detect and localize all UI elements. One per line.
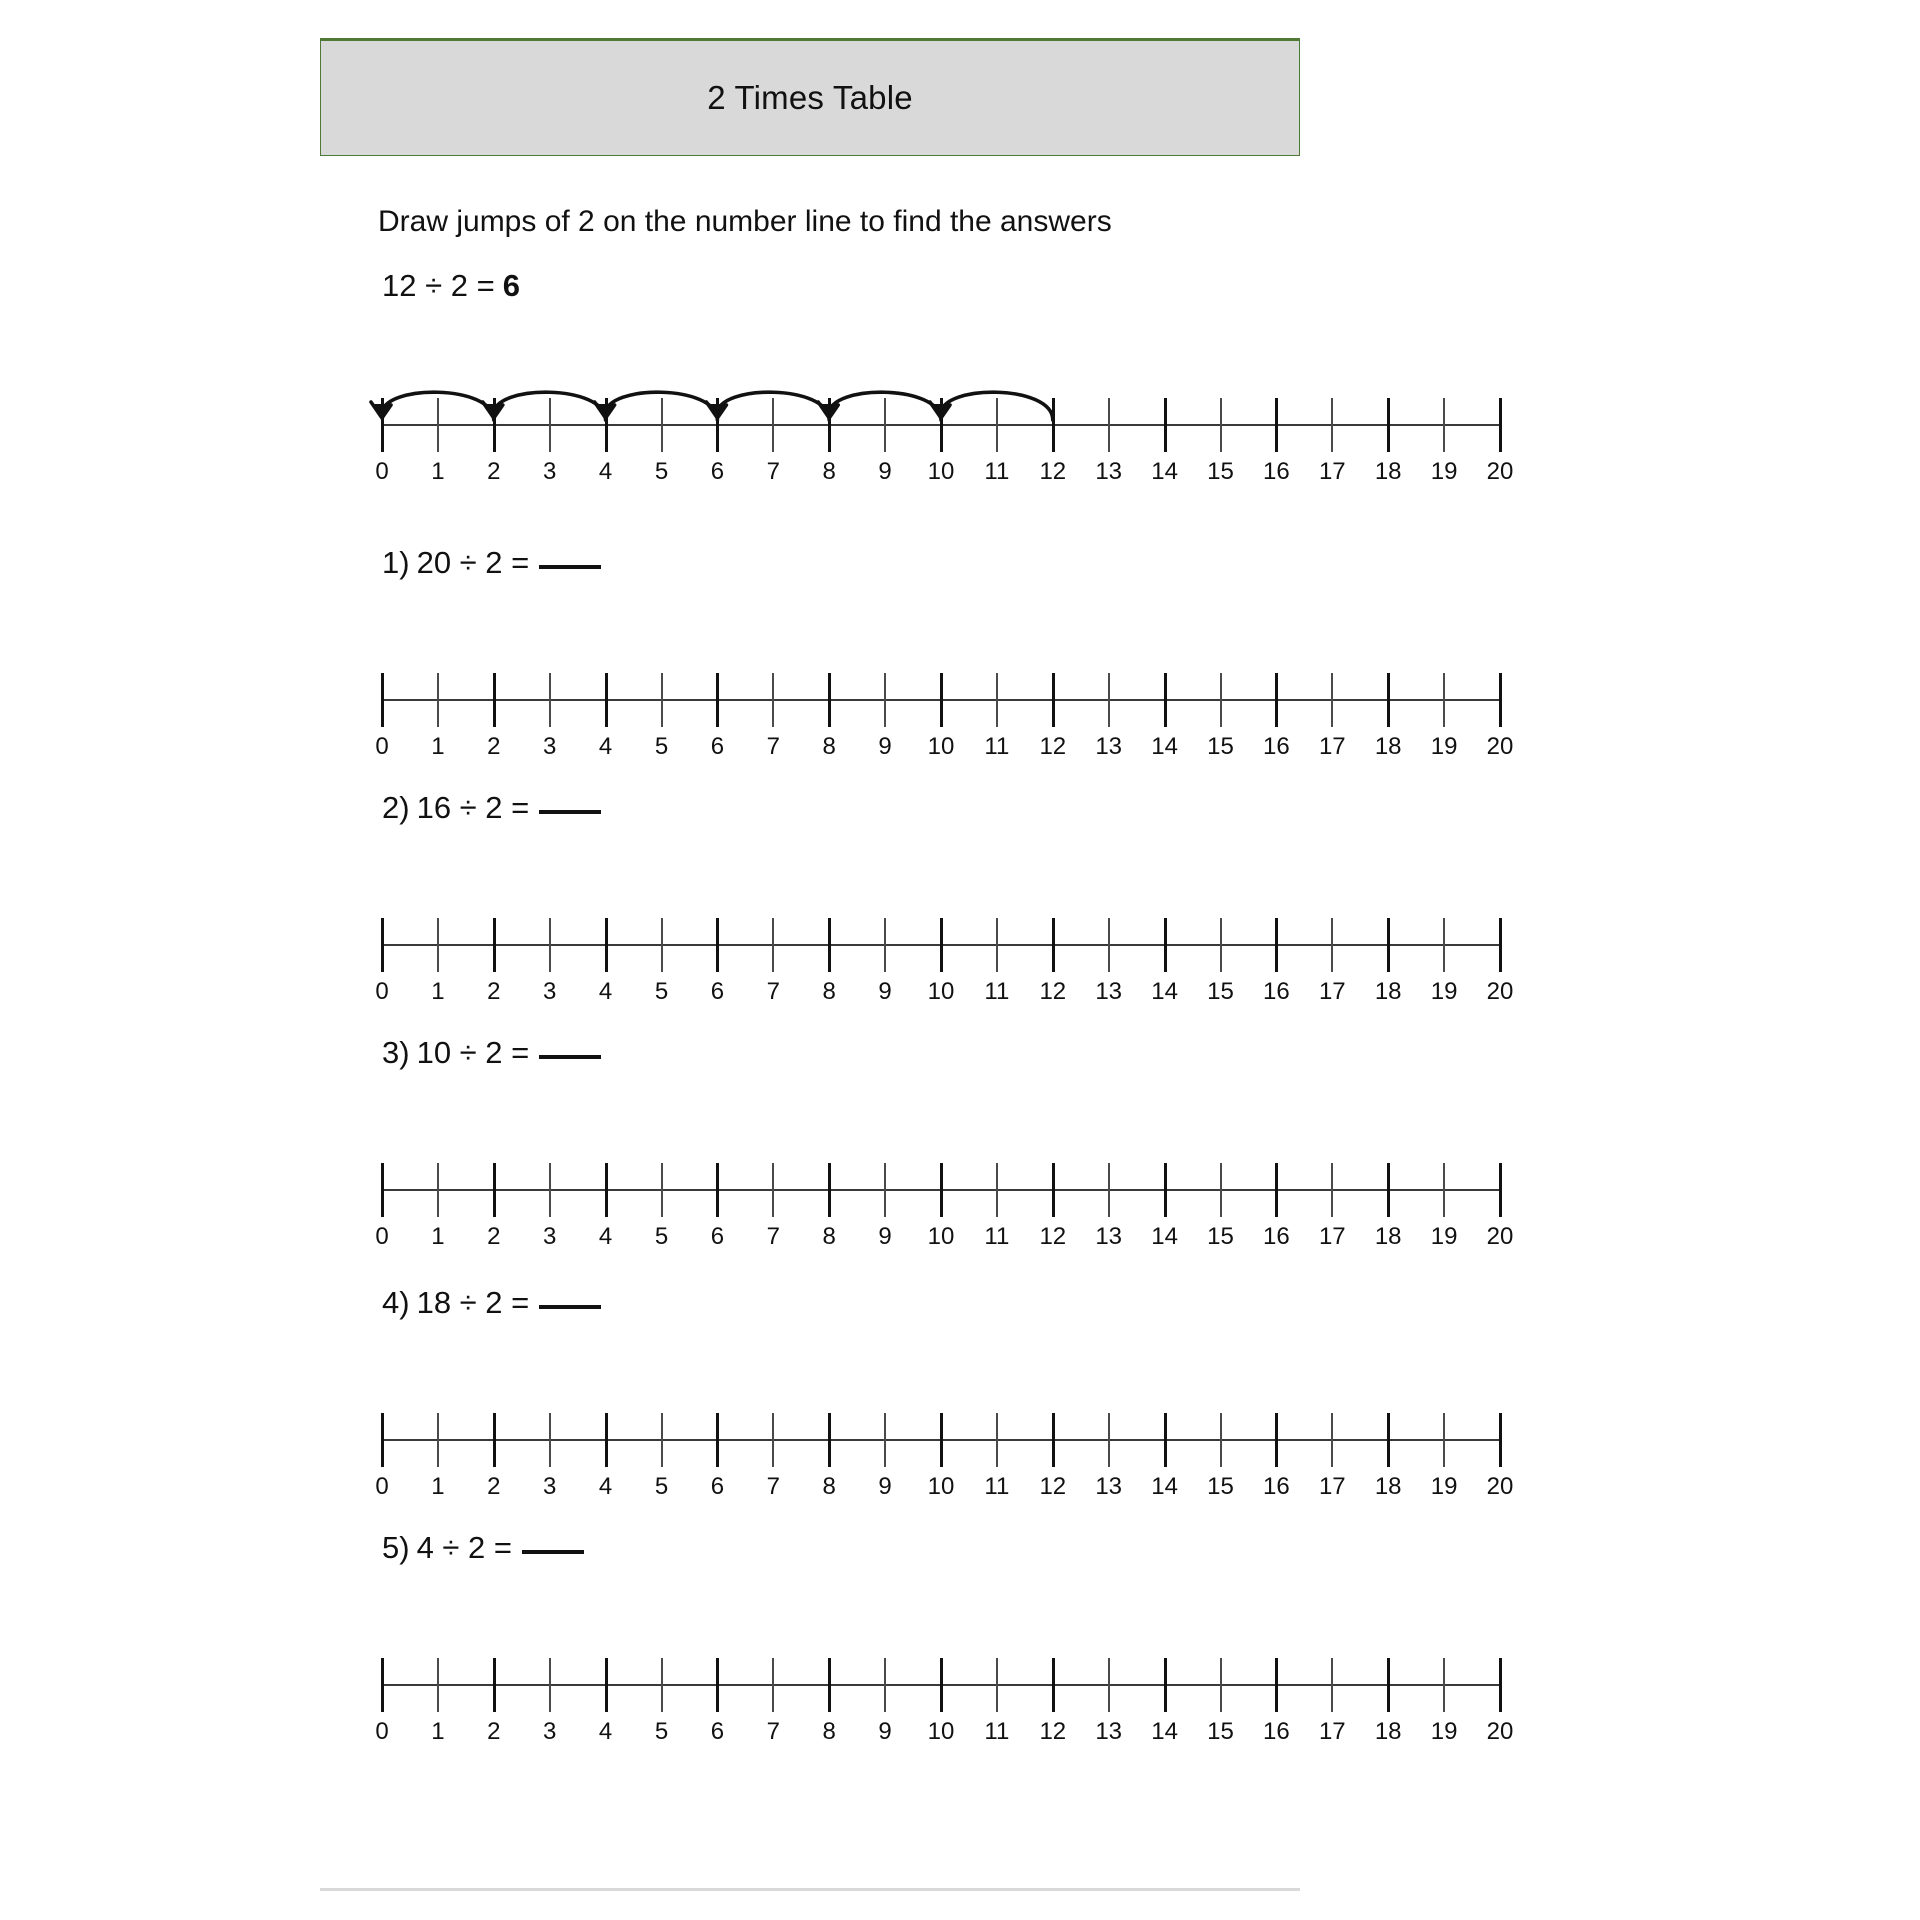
number-line-tick-8 bbox=[828, 1658, 831, 1712]
problem-label-5 bbox=[382, 1530, 584, 1566]
number-line-tick-5 bbox=[661, 918, 663, 972]
problem-expression-2: 16 ÷ 2 = bbox=[416, 790, 530, 825]
number-line-label-17: 17 bbox=[1318, 978, 1346, 1005]
number-line-tick-20 bbox=[1499, 1413, 1502, 1467]
number-line-tick-11 bbox=[996, 1163, 998, 1217]
number-line-tick-7 bbox=[772, 673, 774, 727]
number-line-tick-3 bbox=[549, 673, 551, 727]
number-line-label-2: 2 bbox=[487, 1473, 501, 1500]
footer-rule bbox=[320, 1888, 1300, 1891]
number-line-tick-2 bbox=[493, 1163, 496, 1217]
number-line-tick-10 bbox=[940, 673, 943, 727]
number-line-label-18: 18 bbox=[1374, 458, 1402, 485]
number-line-tick-9 bbox=[884, 398, 886, 452]
number-line-label-1: 1 bbox=[431, 1718, 445, 1745]
number-line-label-20: 20 bbox=[1486, 733, 1514, 760]
number-line-label-13: 13 bbox=[1095, 458, 1123, 485]
number-line-label-6: 6 bbox=[710, 978, 725, 1005]
number-line-label-19: 19 bbox=[1430, 1718, 1458, 1745]
number-line-label-12: 12 bbox=[1039, 458, 1067, 485]
number-line-tick-15 bbox=[1220, 1658, 1222, 1712]
number-line-label-19: 19 bbox=[1430, 978, 1458, 1005]
number-line-tick-6 bbox=[716, 673, 719, 727]
number-line-tick-4 bbox=[605, 1658, 608, 1712]
number-line-tick-19 bbox=[1443, 673, 1445, 727]
problem-label-example bbox=[382, 268, 520, 304]
number-line-label-8: 8 bbox=[822, 978, 836, 1005]
problem-number-1: 1) bbox=[382, 545, 410, 580]
page-title: 2 Times Table bbox=[707, 79, 913, 116]
number-line-label-9: 9 bbox=[878, 1718, 892, 1745]
number-line-tick-18 bbox=[1387, 1658, 1390, 1712]
number-line-label-12: 12 bbox=[1039, 1718, 1067, 1745]
number-line-tick-19 bbox=[1443, 398, 1445, 452]
number-line-tick-8 bbox=[828, 673, 831, 727]
number-line-tick-16 bbox=[1275, 1163, 1278, 1217]
jump-arc-10-to-8 bbox=[818, 392, 941, 420]
number-line-label-7: 7 bbox=[766, 1718, 780, 1745]
number-line-tick-15 bbox=[1220, 673, 1222, 727]
problem-expression-4: 18 ÷ 2 = bbox=[416, 1285, 530, 1320]
problem-expression-5: 4 ÷ 2 = bbox=[416, 1530, 513, 1565]
number-line-tick-4 bbox=[605, 1163, 608, 1217]
number-line-tick-1 bbox=[437, 1413, 439, 1467]
problem-number-3: 3) bbox=[382, 1035, 410, 1070]
number-line-label-2: 2 bbox=[487, 458, 501, 485]
number-line-tick-2 bbox=[493, 673, 496, 727]
answer-blank-4[interactable] bbox=[539, 1305, 601, 1309]
number-line-label-6: 6 bbox=[710, 1473, 725, 1500]
number-line-label-10: 10 bbox=[927, 458, 955, 485]
number-line-tick-11 bbox=[996, 1658, 998, 1712]
number-line-tick-9 bbox=[884, 918, 886, 972]
number-line-label-16: 16 bbox=[1263, 1223, 1290, 1250]
number-line-label-0: 0 bbox=[375, 978, 389, 1005]
number-line-tick-17 bbox=[1331, 398, 1333, 452]
problem-number-4: 4) bbox=[382, 1285, 410, 1320]
number-line-label-16: 16 bbox=[1263, 1718, 1290, 1745]
number-line-tick-12 bbox=[1052, 1413, 1055, 1467]
number-line-label-15: 15 bbox=[1207, 978, 1234, 1005]
number-line-tick-16 bbox=[1275, 673, 1278, 727]
number-line-tick-11 bbox=[996, 673, 998, 727]
number-line-tick-12 bbox=[1052, 1658, 1055, 1712]
problem-expression-3: 10 ÷ 2 = bbox=[416, 1035, 530, 1070]
number-line-tick-3 bbox=[549, 398, 551, 452]
number-line-tick-18 bbox=[1387, 1413, 1390, 1467]
number-line-label-9: 9 bbox=[878, 1473, 892, 1500]
number-line-label-13: 13 bbox=[1095, 1718, 1123, 1745]
number-line-tick-1 bbox=[437, 673, 439, 727]
number-line-label-18: 18 bbox=[1374, 1223, 1402, 1250]
number-line-tick-5 bbox=[661, 1658, 663, 1712]
number-line-tick-15 bbox=[1220, 1413, 1222, 1467]
number-line-label-7: 7 bbox=[766, 1473, 780, 1500]
number-line-label-7: 7 bbox=[766, 1223, 780, 1250]
number-line-tick-13 bbox=[1108, 918, 1110, 972]
number-line-tick-6 bbox=[716, 918, 719, 972]
number-line-label-3: 3 bbox=[543, 733, 557, 760]
number-line-tick-4 bbox=[605, 673, 608, 727]
number-line-label-17: 17 bbox=[1318, 1718, 1346, 1745]
number-line-tick-0 bbox=[381, 1413, 384, 1467]
number-line-label-10: 10 bbox=[927, 1223, 955, 1250]
number-line-label-13: 13 bbox=[1095, 1473, 1123, 1500]
number-line-tick-14 bbox=[1164, 398, 1167, 452]
number-line-tick-12 bbox=[1052, 1163, 1055, 1217]
number-line-label-9: 9 bbox=[878, 733, 892, 760]
number-line-label-2: 2 bbox=[487, 1718, 501, 1745]
number-line-tick-9 bbox=[884, 1163, 886, 1217]
number-line-label-19: 19 bbox=[1430, 1223, 1458, 1250]
problem-number-2: 2) bbox=[382, 790, 410, 825]
number-line-label-6: 6 bbox=[710, 1223, 725, 1250]
number-line-label-2: 2 bbox=[487, 1223, 501, 1250]
number-line-3 bbox=[0, 1145, 1920, 1255]
number-line-label-13: 13 bbox=[1095, 978, 1123, 1005]
number-line-label-3: 3 bbox=[543, 978, 557, 1005]
number-line-label-16: 16 bbox=[1263, 458, 1290, 485]
number-line-label-15: 15 bbox=[1207, 1223, 1234, 1250]
number-line-tick-11 bbox=[996, 398, 998, 452]
number-line-tick-17 bbox=[1331, 918, 1333, 972]
number-line-tick-4 bbox=[605, 918, 608, 972]
number-line-label-5: 5 bbox=[654, 458, 669, 485]
number-line-tick-12 bbox=[1052, 918, 1055, 972]
number-line-tick-14 bbox=[1164, 673, 1167, 727]
number-line-tick-0 bbox=[381, 1658, 384, 1712]
number-line-label-8: 8 bbox=[822, 1473, 836, 1500]
number-line-label-11: 11 bbox=[984, 1473, 1010, 1500]
number-line-tick-2 bbox=[493, 1413, 496, 1467]
number-line-tick-7 bbox=[772, 1658, 774, 1712]
number-line-label-7: 7 bbox=[766, 458, 780, 485]
jump-arc-4-to-2 bbox=[483, 392, 606, 420]
number-line-label-0: 0 bbox=[375, 1223, 389, 1250]
number-line-label-13: 13 bbox=[1095, 1223, 1123, 1250]
number-line-tick-14 bbox=[1164, 918, 1167, 972]
number-line-label-17: 17 bbox=[1318, 1223, 1346, 1250]
number-line-label-14: 14 bbox=[1151, 1718, 1178, 1745]
number-line-label-11: 11 bbox=[984, 458, 1010, 485]
number-line-label-10: 10 bbox=[927, 1473, 955, 1500]
number-line-label-19: 19 bbox=[1430, 1473, 1458, 1500]
jump-arc-6-to-4 bbox=[595, 392, 718, 420]
number-line-tick-7 bbox=[772, 398, 774, 452]
number-line-label-9: 9 bbox=[878, 1223, 892, 1250]
number-line-2 bbox=[0, 900, 1920, 1010]
number-line-tick-3 bbox=[549, 918, 551, 972]
number-line-label-18: 18 bbox=[1374, 978, 1402, 1005]
number-line-tick-7 bbox=[772, 918, 774, 972]
answer-blank-2[interactable] bbox=[539, 810, 601, 814]
number-line-tick-8 bbox=[828, 1163, 831, 1217]
problem-label-2 bbox=[382, 790, 601, 826]
number-line-label-3: 3 bbox=[543, 1473, 557, 1500]
number-line-tick-3 bbox=[549, 1658, 551, 1712]
number-line-label-4: 4 bbox=[598, 1718, 613, 1745]
number-line-tick-17 bbox=[1331, 1163, 1333, 1217]
number-line-label-6: 6 bbox=[710, 733, 725, 760]
number-line-tick-12 bbox=[1052, 398, 1055, 452]
number-line-tick-13 bbox=[1108, 673, 1110, 727]
number-line-label-16: 16 bbox=[1263, 978, 1290, 1005]
number-line-4 bbox=[0, 1395, 1920, 1505]
problem-answer-example: 6 bbox=[502, 268, 520, 303]
number-line-tick-16 bbox=[1275, 398, 1278, 452]
number-line-label-11: 11 bbox=[984, 1718, 1010, 1745]
number-line-label-4: 4 bbox=[598, 458, 613, 485]
number-line-label-8: 8 bbox=[822, 1223, 836, 1250]
number-line-tick-2 bbox=[493, 398, 496, 452]
number-line-label-5: 5 bbox=[654, 978, 669, 1005]
number-line-tick-15 bbox=[1220, 398, 1222, 452]
number-line-tick-14 bbox=[1164, 1658, 1167, 1712]
number-line-label-3: 3 bbox=[543, 1718, 557, 1745]
number-line-label-3: 3 bbox=[543, 458, 557, 485]
number-line-tick-1 bbox=[437, 1658, 439, 1712]
number-line-label-4: 4 bbox=[598, 1473, 613, 1500]
jump-arc-12-to-10 bbox=[930, 392, 1053, 420]
number-line-label-12: 12 bbox=[1039, 1473, 1067, 1500]
number-line-tick-6 bbox=[716, 1413, 719, 1467]
number-line-label-1: 1 bbox=[431, 1223, 445, 1250]
number-line-label-12: 12 bbox=[1039, 978, 1067, 1005]
number-line-label-0: 0 bbox=[375, 1718, 389, 1745]
number-line-label-15: 15 bbox=[1207, 1473, 1234, 1500]
problem-label-3 bbox=[382, 1035, 601, 1071]
number-line-tick-3 bbox=[549, 1163, 551, 1217]
number-line-label-10: 10 bbox=[927, 733, 955, 760]
number-line-tick-2 bbox=[493, 1658, 496, 1712]
number-line-label-1: 1 bbox=[431, 458, 445, 485]
number-line-label-1: 1 bbox=[431, 1473, 445, 1500]
number-line-5 bbox=[0, 1640, 1920, 1750]
worksheet-title-banner bbox=[320, 38, 1300, 156]
number-line-label-17: 17 bbox=[1318, 1473, 1346, 1500]
number-line-label-19: 19 bbox=[1430, 733, 1458, 760]
number-line-tick-5 bbox=[661, 1163, 663, 1217]
number-line-tick-11 bbox=[996, 918, 998, 972]
number-line-label-5: 5 bbox=[654, 1223, 669, 1250]
number-line-tick-6 bbox=[716, 1658, 719, 1712]
number-line-label-0: 0 bbox=[375, 458, 389, 485]
number-line-label-6: 6 bbox=[710, 458, 725, 485]
number-line-tick-0 bbox=[381, 398, 384, 452]
problem-label-1 bbox=[382, 545, 601, 581]
number-line-label-12: 12 bbox=[1039, 1223, 1067, 1250]
number-line-label-17: 17 bbox=[1318, 458, 1346, 485]
number-line-tick-13 bbox=[1108, 1413, 1110, 1467]
number-line-label-5: 5 bbox=[654, 1473, 669, 1500]
number-line-label-0: 0 bbox=[375, 733, 389, 760]
number-line-label-8: 8 bbox=[822, 458, 836, 485]
number-line-label-4: 4 bbox=[598, 733, 613, 760]
number-line-label-14: 14 bbox=[1151, 1473, 1178, 1500]
number-line-tick-13 bbox=[1108, 398, 1110, 452]
number-line-label-20: 20 bbox=[1486, 1473, 1514, 1500]
number-line-tick-15 bbox=[1220, 918, 1222, 972]
number-line-tick-4 bbox=[605, 1413, 608, 1467]
number-line-label-16: 16 bbox=[1263, 1473, 1290, 1500]
number-line-label-14: 14 bbox=[1151, 733, 1178, 760]
number-line-label-18: 18 bbox=[1374, 1718, 1402, 1745]
number-line-label-18: 18 bbox=[1374, 733, 1402, 760]
number-line-tick-1 bbox=[437, 918, 439, 972]
number-line-tick-14 bbox=[1164, 1163, 1167, 1217]
number-line-label-14: 14 bbox=[1151, 458, 1178, 485]
jump-arc-8-to-6 bbox=[706, 392, 829, 420]
number-line-tick-1 bbox=[437, 398, 439, 452]
number-line-label-19: 19 bbox=[1430, 458, 1458, 485]
number-line-label-20: 20 bbox=[1486, 1223, 1514, 1250]
number-line-label-11: 11 bbox=[984, 978, 1010, 1005]
number-line-tick-11 bbox=[996, 1413, 998, 1467]
number-line-label-10: 10 bbox=[927, 978, 955, 1005]
number-line-tick-15 bbox=[1220, 1163, 1222, 1217]
number-line-label-9: 9 bbox=[878, 978, 892, 1005]
number-line-tick-18 bbox=[1387, 673, 1390, 727]
number-line-tick-5 bbox=[661, 673, 663, 727]
number-line-label-20: 20 bbox=[1486, 458, 1514, 485]
number-line-tick-10 bbox=[940, 1163, 943, 1217]
number-line-tick-10 bbox=[940, 1413, 943, 1467]
number-line-tick-16 bbox=[1275, 918, 1278, 972]
number-line-label-17: 17 bbox=[1318, 733, 1346, 760]
jump-arcs-group bbox=[0, 380, 1920, 490]
number-line-tick-9 bbox=[884, 1658, 886, 1712]
number-line-tick-16 bbox=[1275, 1413, 1278, 1467]
number-line-label-15: 15 bbox=[1207, 458, 1234, 485]
answer-blank-1[interactable] bbox=[539, 565, 601, 569]
problem-label-4 bbox=[382, 1285, 601, 1321]
number-line-tick-17 bbox=[1331, 673, 1333, 727]
number-line-tick-4 bbox=[605, 398, 608, 452]
number-line-label-7: 7 bbox=[766, 733, 780, 760]
number-line-tick-17 bbox=[1331, 1658, 1333, 1712]
number-line-tick-20 bbox=[1499, 1163, 1502, 1217]
number-line-label-6: 6 bbox=[710, 1718, 725, 1745]
number-line-tick-17 bbox=[1331, 1413, 1333, 1467]
number-line-tick-3 bbox=[549, 1413, 551, 1467]
number-line-label-10: 10 bbox=[927, 1718, 955, 1745]
number-line-label-18: 18 bbox=[1374, 1473, 1402, 1500]
number-line-label-20: 20 bbox=[1486, 1718, 1514, 1745]
number-line-example bbox=[0, 380, 1920, 490]
number-line-tick-13 bbox=[1108, 1163, 1110, 1217]
number-line-label-8: 8 bbox=[822, 733, 836, 760]
number-line-tick-5 bbox=[661, 398, 663, 452]
number-line-tick-5 bbox=[661, 1413, 663, 1467]
number-line-tick-12 bbox=[1052, 673, 1055, 727]
number-line-tick-6 bbox=[716, 1163, 719, 1217]
number-line-label-13: 13 bbox=[1095, 733, 1123, 760]
number-line-tick-6 bbox=[716, 398, 719, 452]
number-line-tick-18 bbox=[1387, 398, 1390, 452]
number-line-tick-16 bbox=[1275, 1658, 1278, 1712]
number-line-tick-20 bbox=[1499, 918, 1502, 972]
number-line-tick-0 bbox=[381, 918, 384, 972]
number-line-label-12: 12 bbox=[1039, 733, 1067, 760]
number-line-tick-14 bbox=[1164, 1413, 1167, 1467]
number-line-tick-7 bbox=[772, 1413, 774, 1467]
number-line-label-5: 5 bbox=[654, 733, 669, 760]
number-line-label-14: 14 bbox=[1151, 1223, 1178, 1250]
number-line-label-7: 7 bbox=[766, 978, 780, 1005]
answer-blank-3[interactable] bbox=[539, 1055, 601, 1059]
number-line-tick-0 bbox=[381, 673, 384, 727]
number-line-tick-19 bbox=[1443, 918, 1445, 972]
number-line-label-9: 9 bbox=[878, 458, 892, 485]
number-line-tick-13 bbox=[1108, 1658, 1110, 1712]
number-line-label-3: 3 bbox=[543, 1223, 557, 1250]
number-line-label-0: 0 bbox=[375, 1473, 389, 1500]
number-line-tick-10 bbox=[940, 1658, 943, 1712]
number-line-label-2: 2 bbox=[487, 733, 501, 760]
number-line-tick-10 bbox=[940, 398, 943, 452]
number-line-label-1: 1 bbox=[431, 733, 445, 760]
number-line-tick-20 bbox=[1499, 1658, 1502, 1712]
problem-expression-1: 20 ÷ 2 = bbox=[416, 545, 530, 580]
number-line-label-20: 20 bbox=[1486, 978, 1514, 1005]
number-line-label-14: 14 bbox=[1151, 978, 1178, 1005]
number-line-label-11: 11 bbox=[984, 733, 1010, 760]
number-line-tick-8 bbox=[828, 1413, 831, 1467]
number-line-label-15: 15 bbox=[1207, 1718, 1234, 1745]
number-line-tick-19 bbox=[1443, 1658, 1445, 1712]
number-line-label-15: 15 bbox=[1207, 733, 1234, 760]
number-line-1 bbox=[0, 655, 1920, 765]
number-line-tick-1 bbox=[437, 1163, 439, 1217]
number-line-tick-10 bbox=[940, 918, 943, 972]
number-line-tick-20 bbox=[1499, 673, 1502, 727]
number-line-label-4: 4 bbox=[598, 1223, 613, 1250]
number-line-tick-18 bbox=[1387, 918, 1390, 972]
jump-arc-2-to-0 bbox=[371, 392, 494, 420]
number-line-label-4: 4 bbox=[598, 978, 613, 1005]
number-line-tick-2 bbox=[493, 918, 496, 972]
number-line-label-2: 2 bbox=[487, 978, 501, 1005]
number-line-tick-8 bbox=[828, 918, 831, 972]
number-line-tick-19 bbox=[1443, 1413, 1445, 1467]
number-line-tick-18 bbox=[1387, 1163, 1390, 1217]
number-line-tick-8 bbox=[828, 398, 831, 452]
number-line-tick-9 bbox=[884, 673, 886, 727]
number-line-label-1: 1 bbox=[431, 978, 445, 1005]
answer-blank-5[interactable] bbox=[522, 1550, 584, 1554]
number-line-label-16: 16 bbox=[1263, 733, 1290, 760]
number-line-tick-20 bbox=[1499, 398, 1502, 452]
number-line-tick-9 bbox=[884, 1413, 886, 1467]
number-line-tick-0 bbox=[381, 1163, 384, 1217]
number-line-label-11: 11 bbox=[984, 1223, 1010, 1250]
instruction-text: Draw jumps of 2 on the number line to find the answers bbox=[378, 205, 1112, 238]
number-line-tick-19 bbox=[1443, 1163, 1445, 1217]
number-line-tick-7 bbox=[772, 1163, 774, 1217]
number-line-label-5: 5 bbox=[654, 1718, 669, 1745]
problem-expression-example: 12 ÷ 2 = bbox=[382, 268, 495, 303]
problem-number-5: 5) bbox=[382, 1530, 410, 1565]
number-line-label-8: 8 bbox=[822, 1718, 836, 1745]
